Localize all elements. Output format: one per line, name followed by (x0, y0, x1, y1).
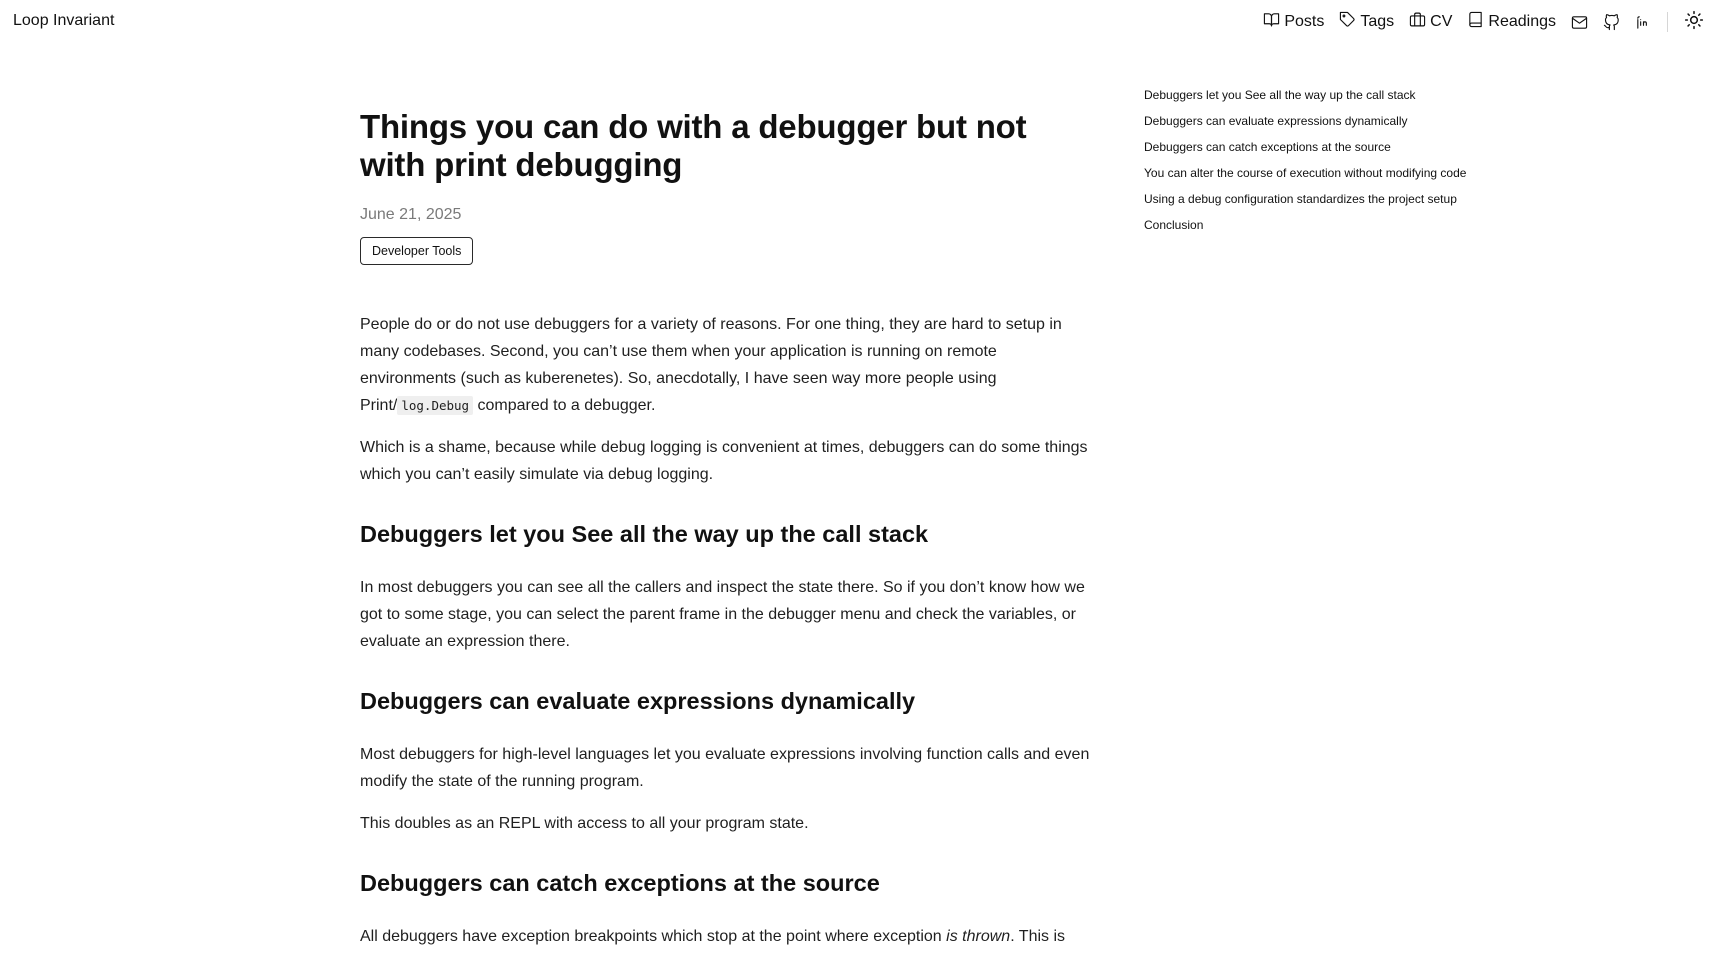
nav-divider (1667, 12, 1668, 32)
section-paragraph: In most debuggers you can see all the callers and inspect the state there. So if you don’t know how we got to some stage, you can select the parent frame in the debugger menu and check the variables, or evaluate an expression there. (360, 579, 1085, 650)
nav-tags-label: Tags (1360, 13, 1395, 30)
inline-code: log.Debug (397, 396, 473, 415)
article-title: Things you can do with a debugger but not with print debugging (360, 108, 1027, 183)
intro-text: People do or do not use debuggers for a variety of reasons. For one thing, they are hard to setup in many codebases. Second, you can’t use them when your application is running on remote environments (such as kuberenetes). So, anecdotally, I have seen way more people using Print/ (360, 316, 1062, 414)
article-body (360, 311, 1094, 950)
tag-icon (1339, 11, 1356, 33)
paragraph-text-end: . This is (1010, 928, 1066, 945)
nav-readings-label: Readings (1488, 13, 1556, 30)
nav-posts-label: Posts (1284, 13, 1325, 30)
toc-item-debug-configuration[interactable]: Using a debug configuration standardizes the project setup (1144, 192, 1457, 206)
section-paragraph: This doubles as an REPL with access to all your program state. (360, 815, 809, 832)
nav-posts-link[interactable] (1263, 11, 1324, 33)
article (360, 108, 1094, 965)
section-heading-catch-exceptions: Debuggers can catch exceptions at the source (360, 870, 880, 896)
nav-readings-link[interactable] (1467, 11, 1556, 33)
emphasis-text: is thrown (946, 928, 1011, 945)
book-icon (1467, 11, 1484, 33)
briefcase-icon (1409, 11, 1426, 33)
toc-item-call-stack[interactable]: Debuggers let you See all the way up the call stack (1144, 88, 1416, 102)
toc-item-evaluate-expressions[interactable]: Debuggers can evaluate expressions dynamically (1144, 114, 1408, 128)
toc-item-catch-exceptions[interactable]: Debuggers can catch exceptions at the source (1144, 140, 1391, 154)
linkedin-icon[interactable] (1635, 14, 1652, 31)
main-nav (1263, 0, 1720, 44)
github-icon[interactable] (1603, 14, 1620, 31)
theme-toggle-button[interactable] (1684, 10, 1704, 35)
section-paragraph (360, 923, 1094, 950)
site-brand-link[interactable]: Loop Invariant (13, 12, 115, 29)
article-date: June 21, 2025 (360, 206, 462, 223)
mail-icon[interactable] (1571, 14, 1588, 31)
nav-tags-link[interactable] (1339, 11, 1394, 33)
section-heading-call-stack: Debuggers let you See all the way up the call stack (360, 521, 929, 547)
section-paragraph: Most debuggers for high-level languages let you evaluate expressions involving function calls and even modify the state of the running program. (360, 746, 1090, 790)
table-of-contents (1144, 82, 1544, 238)
section-heading-evaluate-expressions: Debuggers can evaluate expressions dynamically (360, 688, 916, 714)
tag-developer-tools[interactable]: Developer Tools (360, 237, 473, 265)
site-header (0, 0, 1720, 44)
toc-item-alter-execution[interactable]: You can alter the course of execution without modifying code (1144, 166, 1467, 180)
intro-paragraph-2: Which is a shame, because while debug logging is convenient at times, debuggers can do some things which you can’t easily simulate via debug logging. (360, 439, 1088, 483)
sun-icon (1684, 10, 1704, 35)
paragraph-text: All debuggers have exception breakpoints which stop at the point where exception (360, 928, 947, 945)
intro-text-end: compared to a debugger. (473, 397, 656, 414)
intro-paragraph-1 (360, 311, 1094, 419)
nav-cv-label: CV (1430, 13, 1453, 30)
toc-item-conclusion[interactable]: Conclusion (1144, 218, 1204, 232)
nav-cv-link[interactable] (1409, 11, 1452, 33)
book-open-icon (1263, 11, 1280, 33)
